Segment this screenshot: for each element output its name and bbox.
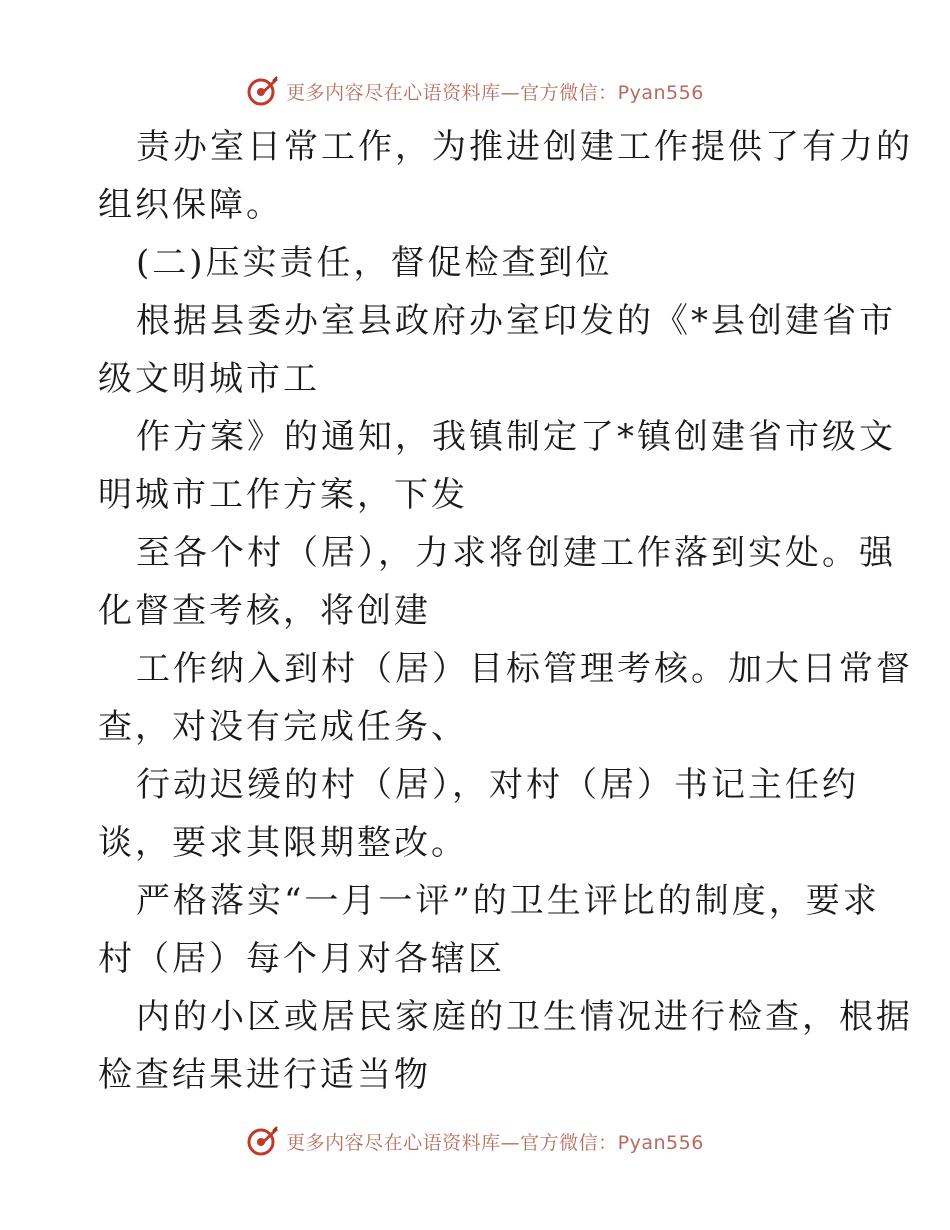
header-banner [0,71,950,111]
paragraph-line: 检查结果进行适当物 [98,1055,431,1095]
paragraph-line: 化督查考核，将创建 [98,591,431,631]
paragraph-line: 工作纳入到村（居）目标管理考核。加大日常督 [136,649,913,689]
paragraph-line: 内的小区或居民家庭的卫生情况进行检查，根据 [136,997,913,1037]
footer-banner [0,1121,950,1161]
document-body [98,118,913,1104]
paragraph-line: 作方案》的通知，我镇制定了*镇创建省市级文 [136,417,896,457]
paragraph-line: 行动迟缓的村（居），对村（居）书记主任约 [136,765,859,805]
banner-promo-text: 更多内容尽在心语资料库—官方微信：Pyan556 [286,1131,704,1154]
paragraph-line: 明城市工作方案，下发 [98,475,468,515]
paragraph-line: 责办室日常工作，为推进创建工作提供了有力的 [136,127,913,167]
paragraph-line: 谈，要求其限期整改。 [98,823,468,863]
pen-seal-icon [246,74,280,108]
paragraph-line: 查，对没有完成任务、 [98,707,468,747]
paragraph-line: 村（居）每个月对各辖区 [98,939,505,979]
paragraph-line: 严格落实“一月一评”的卫生评比的制度，要求 [136,881,880,921]
paragraph-line: 级文明城市工 [98,359,320,399]
pen-seal-icon [246,1124,280,1158]
section-heading: (二)压实责任，督促检查到位 [136,243,613,283]
paragraph-line: 根据县委办室县政府办室印发的《*县创建省市 [136,301,896,341]
paragraph-line: 组织保障。 [98,185,283,225]
banner-promo-text: 更多内容尽在心语资料库—官方微信：Pyan556 [286,81,704,104]
paragraph-line: 至各个村（居），力求将创建工作落到实处。强 [136,533,896,573]
